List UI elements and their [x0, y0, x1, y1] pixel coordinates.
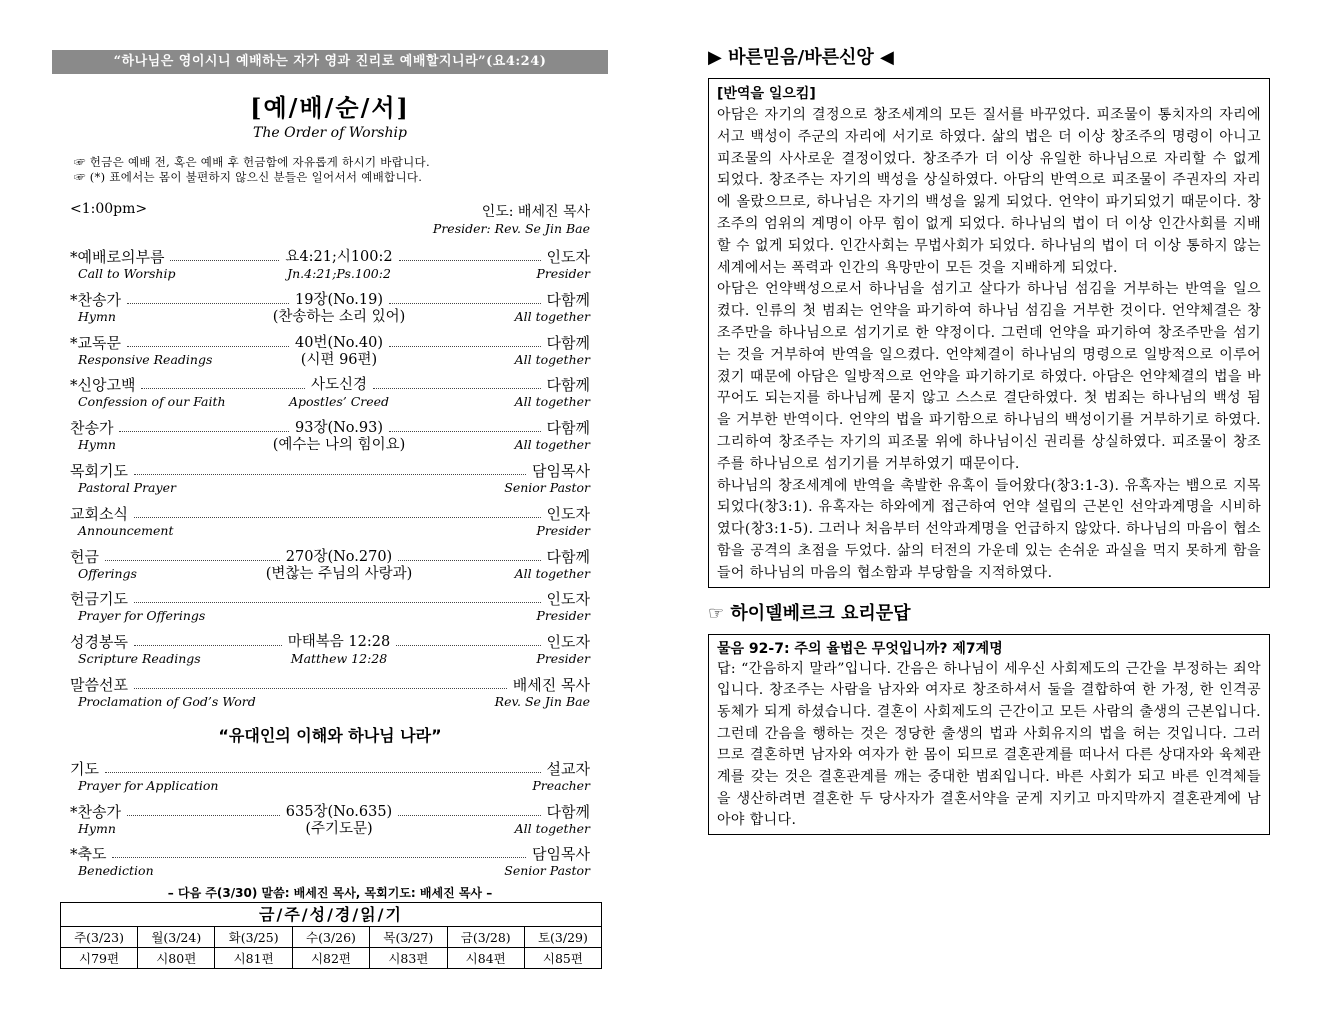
leader-info	[433, 201, 590, 236]
order-item-right	[515, 376, 590, 409]
order-list-after-sermon	[52, 754, 608, 882]
bible-day: 화(3/25)	[215, 927, 292, 948]
order-item-detail: 요4:21;시100:2	[285, 249, 393, 265]
order-item-name: 목회기도	[70, 461, 128, 480]
scripture-banner: “하나님은 영이시니 예배하는 자가 영과 진리로 예배할지니라”(요4:24)	[52, 50, 608, 74]
order-item-leader: 인도자	[546, 504, 590, 523]
dotted-leader	[398, 560, 540, 561]
order-item	[70, 542, 608, 585]
section-faith-title: ▶ 바른믿음/바른신앙 ◀	[708, 47, 894, 68]
notes	[74, 155, 608, 185]
bible-reading-table	[61, 927, 601, 968]
dotted-leader	[134, 688, 507, 689]
order-item-name-en: Offerings	[78, 565, 137, 581]
order-item-right	[536, 248, 590, 281]
order-item-name: *찬송가	[70, 290, 121, 309]
order-item-left	[70, 462, 176, 495]
order-item-right	[515, 419, 590, 452]
order-item-leader: 설교자	[546, 759, 590, 778]
order-item-subdetail: (예수는 나의 힘이요)	[272, 437, 406, 454]
order-item	[70, 499, 608, 542]
order-item-name: 헌금	[70, 547, 99, 566]
order-item-name-en: Hymn	[78, 437, 116, 453]
bible-reading-title: 금/주/성/경/읽/기	[61, 903, 601, 927]
dotted-leader	[134, 645, 282, 646]
order-item-leader-en: Presider	[536, 608, 590, 624]
dotted-leader	[127, 303, 289, 304]
bible-reading: 시81편	[215, 948, 292, 969]
worship-order-panel	[52, 50, 608, 901]
dotted-leader	[389, 303, 541, 304]
bible-reading: 시80편	[138, 948, 215, 969]
order-item-leader: 다함께	[546, 419, 590, 438]
dotted-leader	[112, 857, 526, 858]
bible-day: 목(3/27)	[370, 927, 447, 948]
order-item-right	[536, 633, 590, 666]
order-item	[70, 839, 608, 882]
order-item-detail: 635장(No.635)	[285, 803, 393, 820]
weekly-bible-reading	[60, 902, 602, 969]
dotted-leader	[127, 815, 280, 816]
order-item-leader-en: All together	[514, 394, 590, 410]
dotted-leader	[398, 815, 540, 816]
right-column	[708, 44, 1270, 835]
sermon-title: “유대인의 이해와 하나님 나라”	[218, 725, 442, 745]
order-item-right	[532, 760, 590, 793]
order-item-leader: 다함께	[546, 802, 590, 821]
order-item-name: *교독문	[70, 333, 121, 352]
order-item-right	[536, 590, 590, 623]
bible-day: 금(3/28)	[447, 927, 524, 948]
order-item-leader-en: All together	[514, 351, 590, 367]
order-item-detail: 93장(No.93)	[295, 420, 383, 437]
order-item-right	[515, 334, 590, 367]
order-item-detail: 40번(No.40)	[295, 334, 383, 351]
catechism-box	[708, 634, 1270, 836]
dotted-leader	[389, 346, 541, 347]
order-item-name: 성경봉독	[70, 633, 128, 652]
next-week-note: – 다음 주(3/30) 말씀: 배세진 목사, 목회기도: 배세진 목사 –	[167, 886, 493, 901]
order-item-leader: 다함께	[546, 290, 590, 309]
dotted-leader	[396, 645, 540, 646]
bible-day: 주(3/23)	[61, 927, 138, 948]
bible-reading: 시82편	[292, 948, 369, 969]
order-item-leader-en: Preacher	[532, 777, 590, 793]
dotted-leader	[134, 517, 541, 518]
rebellion-box	[708, 78, 1270, 588]
service-time-row	[70, 201, 608, 236]
order-item-name: *신앙고백	[70, 376, 136, 395]
note-offering: ☞ 헌금은 예배 전, 혹은 예배 후 헌금함에 자유롭게 하시기 바랍니다.	[74, 155, 430, 169]
order-item-name-en: Hymn	[78, 308, 116, 324]
order-item-subdetail: (찬송하는 소리 있어)	[272, 308, 406, 325]
dotted-leader	[389, 431, 541, 432]
dotted-leader	[373, 388, 541, 389]
order-item-center	[70, 633, 608, 667]
order-item-name: 교회소식	[70, 504, 128, 523]
order-item-name-en: Prayer for Offerings	[78, 608, 206, 624]
dotted-leader	[399, 260, 541, 261]
order-item-subdetail: Matthew 12:28	[290, 651, 388, 667]
order-item-subdetail: Apostles’ Creed	[288, 394, 390, 410]
page-title: [예/배/순/서]	[250, 93, 410, 122]
order-item-left	[70, 760, 218, 793]
rebellion-para-2: 아담은 언약백성으로서 하나님을 섬기고 살다가 하나님 섬김을 거부하는 반역을 일으켰다. 인류의 첫 범죄는 언약을 파기하여 하나님 섬김을 거부한 것이다. 언약체결은 창조주만을 하나님으로 섬기기로 한 약정이다. 그런데 언약을 파기하여 창조주만을 섬기는 것을 거부하여 반역을 일으켰다. 언약체결이 하나님의 명령으로 일방적으로 이루어졌기 때문에 아담은 일방적으로 언약을 파기하기로 하였다. 아담은 언약체결의 법을 바꾸어도 되는지를 하나님께 묻지 않고 스스로 결단하였다. 첫 범죄는 하나님의 백성 됨을 거부한 반역이다. 언약의 법을 파기함으로 하나님의 백성이기를 거부하기로 하였다. 그리하여 창조주는 자기의 피조물 위에 하나님이신 권리를 상실하였다. 피조물이 창조주를 하나님으로 섬기기를 거부하였기 때문이다.	[717, 281, 1261, 472]
bible-day: 월(3/24)	[138, 927, 215, 948]
order-item-name-en: Confession of our Faith	[78, 394, 226, 410]
order-item-leader-en: Presider	[536, 651, 590, 667]
order-item-right	[495, 676, 590, 709]
dotted-leader	[134, 474, 526, 475]
rebellion-para-1: 아담은 자기의 결정으로 창조세계의 모든 질서를 바꾸었다. 피조물이 통치자의 자리에 서고 백성이 주군의 자리에 서기로 하였다. 삶의 법은 더 이상 창조주의 명령이 아니고 피조물의 사사로운 결정이었다. 창조주가 더 이상 유일한 하나님으로 자리할 수 없게 되었다. 창조주는 자기의 백성을 상실하였다. 아담의 반역으로 피조물이 주권자의 자리에 올랐으므로, 하나님은 자기의 백성을 잃게 되었다. 언약이 파기되었기 때문이다. 창조주의 엄위의 계명이 아무 힘이 없게 되었다. 하나님의 법이 더 이상 인간사회를 지배할 수 없게 되었다. 인간사회는 무법사회가 되었다. 하나님의 법이 더 이상 통하지 않는 세계에서는 폭력과 인간의 욕망만이 모든 것을 지배하게 되었다.	[717, 107, 1261, 276]
order-item-left	[70, 845, 154, 878]
order-item-left	[70, 676, 256, 709]
bible-reading: 시85편	[524, 948, 601, 969]
order-item-center	[70, 248, 608, 282]
dotted-leader	[127, 346, 289, 347]
dotted-leader	[105, 560, 280, 561]
order-item-leader-en: Presider	[536, 522, 590, 538]
order-item-leader: 담임목사	[532, 845, 590, 864]
catechism-question: 물음 92-7: 주의 율법은 무엇입니까? 제7계명	[717, 640, 1003, 657]
order-item-leader-en: All together	[514, 820, 590, 836]
dotted-leader	[105, 772, 541, 773]
service-time: <1:00pm>	[70, 201, 148, 217]
order-item-subdetail: Jn.4:21;Ps.100:2	[287, 266, 391, 281]
bible-day: 토(3/29)	[524, 927, 601, 948]
order-item-name-en: Prayer for Application	[78, 777, 219, 793]
order-item	[70, 328, 608, 371]
order-item-subdetail: (시편 96편)	[300, 351, 378, 368]
order-item-left	[70, 505, 173, 538]
order-item	[70, 627, 608, 670]
bible-reading: 시84편	[447, 948, 524, 969]
bible-reading: 시79편	[79, 951, 120, 966]
note-standing: ☞ (*) 표에서는 몸이 불편하지 않으신 분들은 일어서서 예배합니다.	[74, 170, 423, 184]
order-item-detail: 사도신경	[310, 377, 368, 394]
order-item-name: 말씀선포	[70, 675, 128, 694]
page-subtitle: The Order of Worship	[253, 125, 407, 141]
dotted-leader	[119, 431, 289, 432]
order-item	[70, 456, 608, 499]
dotted-leader	[170, 260, 279, 261]
rebellion-title: [반역을 일으킴]	[717, 86, 816, 102]
order-item-leader-en: Senior Pastor	[504, 479, 590, 495]
order-item	[70, 754, 608, 797]
order-item	[70, 797, 608, 840]
order-item-right	[504, 845, 590, 878]
leader-ko: 인도: 배세진 목사	[481, 204, 590, 220]
order-item-leader: 다함께	[546, 333, 590, 352]
order-item-detail: 마태복음 12:28	[287, 634, 391, 651]
order-item-leader: 다함께	[546, 547, 590, 566]
order-item-leader: 인도자	[546, 590, 590, 609]
rebellion-para-3: 하나님의 창조세계에 반역을 촉발한 유혹이 들어왔다(창3:1-3). 유혹자는 뱀으로 지목되었다(창3:1). 유혹자는 하와에게 접근하여 언약 설립의 근본인 선악과계명을 시비하였다(창3:1-5). 그러나 처음부터 선악과계명을 언급하지 않았다. 하나님의 마음이 협소함을 공격의 초점을 두었다. 삶의 터전의 가운데 있는 손쉬운 과실을 먹지 못하게 함을 들어 하나님의 마음의 협소함과 부당함을 지적하였다.	[717, 477, 1261, 581]
bible-reading: 시83편	[370, 948, 447, 969]
order-item-detail: 19장(No.19)	[295, 291, 383, 308]
order-item-left	[70, 590, 205, 623]
order-item-name-en: Pastoral Prayer	[78, 479, 176, 495]
order-item-right	[515, 291, 590, 324]
section-catechism-title: ☞ 하이델베르크 요리문답	[708, 602, 911, 624]
order-item-leader-en: Senior Pastor	[504, 863, 590, 879]
bible-day: 수(3/26)	[292, 927, 369, 948]
order-item-leader-en: All together	[514, 308, 590, 324]
order-item-name-en: Call to Worship	[78, 266, 176, 281]
order-item-name-en: Responsive Readings	[78, 351, 213, 367]
order-list	[52, 242, 608, 713]
order-item-detail: 270장(No.270)	[285, 548, 393, 565]
order-item	[70, 413, 608, 456]
catechism-answer: 답: “간음하지 말라”입니다. 간음은 하나님이 세우신 사회제도의 근간을 부정하는 죄악입니다. 창조주는 사람을 남자와 여자로 창조하셔서 둘을 결합하여 한 가정, 한 인격공동체가 되게 하셨습니다. 결혼이 사회제도의 근간이고 모든 사람의 출생의 근본입니다. 그런데 간음을 행하는 것은 정당한 출생의 법과 사회유지의 법을 허는 것입니다. 그러므로 결혼하면 남자와 여자가 한 몸이 되므로 결혼관계를 떠나서 다른 상대자와 육체관계를 갖는 것은 결혼관계를 깨는 중대한 범죄입니다. 바른 사회가 되고 바른 인격체들을 생산하려면 결혼한 두 당사자가 결혼서약을 굳게 지키고 마지막까지 결혼관계에 남아야 합니다.	[717, 660, 1261, 829]
order-item-leader: 배세진 목사	[512, 675, 590, 694]
order-item-name: 기도	[70, 759, 99, 778]
order-item-subdetail: (변찮는 주님의 사랑과)	[265, 565, 413, 582]
order-item-name: 헌금기도	[70, 590, 128, 609]
order-item-leader-en: Rev. Se Jin Bae	[494, 693, 590, 709]
order-item-name: *축도	[70, 845, 107, 864]
order-item-name-en: Scripture Readings	[78, 651, 201, 667]
order-item	[70, 370, 608, 413]
leader-en: Presider: Rev. Se Jin Bae	[432, 221, 590, 236]
order-item-right	[504, 462, 590, 495]
order-item-name: 찬송가	[70, 419, 114, 438]
order-item-name-en: Hymn	[78, 820, 116, 836]
order-item-right	[515, 548, 590, 581]
order-item-leader-en: All together	[514, 565, 590, 581]
order-item-name: *찬송가	[70, 802, 121, 821]
order-item-name-en: Announcement	[78, 522, 174, 538]
order-item-right	[536, 505, 590, 538]
order-item	[70, 285, 608, 328]
dotted-leader	[134, 602, 541, 603]
order-item-leader-en: Presider	[536, 266, 590, 281]
order-item-name-en: Benediction	[78, 863, 154, 879]
order-item	[70, 242, 608, 285]
order-item-leader: 인도자	[546, 633, 590, 652]
order-item-leader: 담임목사	[532, 461, 590, 480]
order-item-right	[515, 803, 590, 836]
order-item-leader: 다함께	[546, 376, 590, 395]
order-item-leader: 인도자	[546, 248, 590, 266]
order-item-leader-en: All together	[514, 437, 590, 453]
dotted-leader	[141, 388, 305, 389]
order-item-name: *예배로의부름	[70, 248, 165, 266]
order-item-name-en: Proclamation of God’s Word	[78, 693, 256, 709]
order-item-subdetail: (주기도문)	[305, 820, 373, 837]
order-item	[70, 584, 608, 627]
order-item	[70, 670, 608, 713]
